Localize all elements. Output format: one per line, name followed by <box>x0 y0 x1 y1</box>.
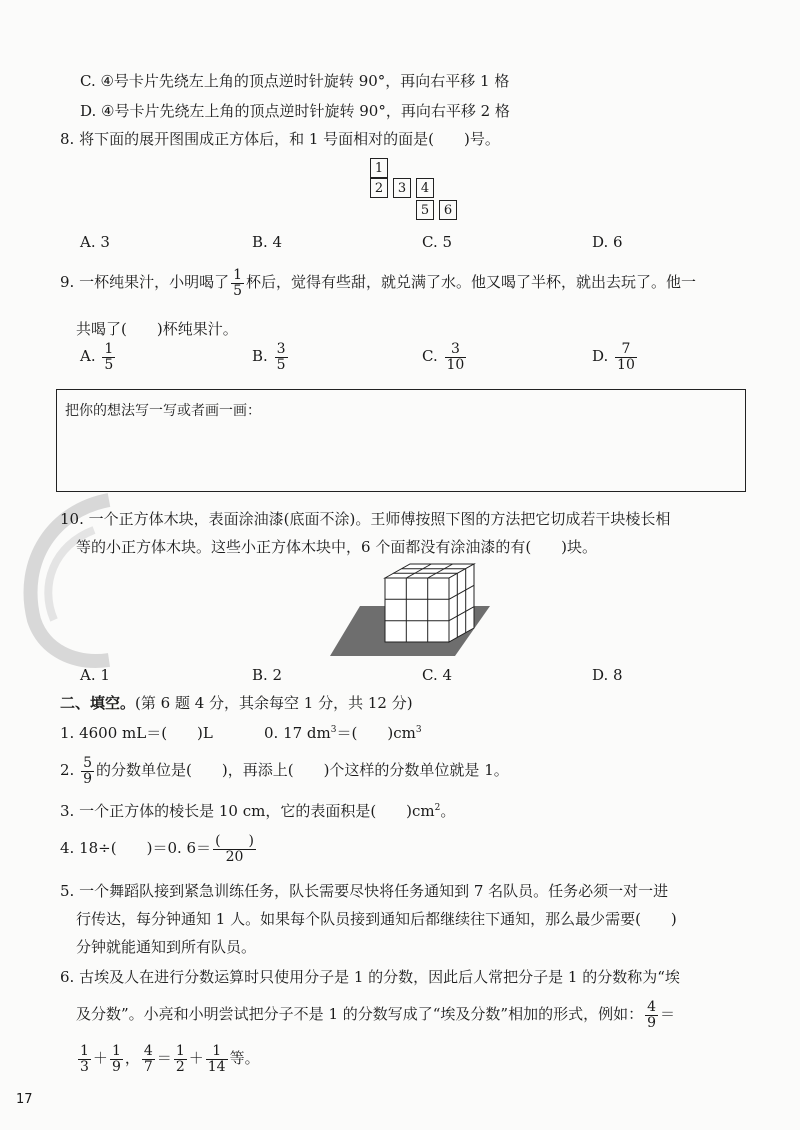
fill-q1-b-text2: ＝( )cm <box>336 724 416 742</box>
frac-den: 14 <box>207 1058 226 1075</box>
frac-den: 10 <box>446 356 465 373</box>
q10-option-b: B. 2 <box>252 666 283 684</box>
fill-q2-text: 的分数单位是( )，再添上( )个这样的分数单位就是 1。 <box>96 761 509 780</box>
fill-q3-end: 。 <box>440 802 456 820</box>
fill-q5-line2: 行传达，每分钟通知 1 人。如果每个队员接到通知后都继续往下通知，那么最少需要( ) <box>76 910 677 928</box>
q9-line2: 共喝了( )杯纯果汁。 <box>76 320 238 338</box>
net-cell: 5 <box>416 200 434 220</box>
frac-num: 1 <box>80 1043 89 1059</box>
option-label: B. <box>252 347 268 366</box>
option-label: A. <box>80 347 96 366</box>
frac-den: 10 <box>617 356 635 373</box>
frac-den: 9 <box>111 1058 121 1075</box>
plus: ＋ <box>188 1049 204 1068</box>
q9-option-a <box>80 342 117 372</box>
fill-q3-text: 3. 一个正方体的棱长是 10 cm，它的表面积是( )cm <box>60 802 435 820</box>
sup: 3 <box>330 725 337 735</box>
frac-num: 1 <box>111 1043 121 1059</box>
eq: ＝ <box>660 1005 676 1024</box>
frac-den: 5 <box>276 356 286 373</box>
fill-q3 <box>60 800 455 821</box>
frac-num: 1 <box>206 1044 228 1060</box>
fill-q6-line3 <box>76 1044 260 1074</box>
q9-text-b: 杯后，觉得有些甜，就兑满了水。他又喝了半杯，就出去玩了。他一 <box>246 273 697 292</box>
sup: 3 <box>415 725 422 735</box>
q10-option-a: A. 1 <box>80 666 110 684</box>
q10-line1: 10. 一个正方体木块，表面涂油漆(底面不涂)。王师傅按照下图的方法把它切成若干块棱长相 <box>60 510 671 528</box>
frac-num: 5 <box>83 755 93 771</box>
frac-den: 5 <box>104 356 114 373</box>
fill-q1-a: 1. 4600 mL＝( )L <box>60 724 213 742</box>
q9-option-b <box>252 342 290 372</box>
section2-note: (第 6 题 4 分，其余每空 1 分，共 12 分) <box>135 694 413 712</box>
fill-q1-b-text: 0. 17 dm <box>264 724 331 742</box>
fill-q5-line1: 5. 一个舞蹈队接到紧急训练任务，队长需要尽快将任务通知到 7 名队员。任务必须一对一进 <box>60 882 669 900</box>
fill-q4 <box>60 834 258 864</box>
fill-q6-end: 等。 <box>229 1049 260 1068</box>
answer-box-prompt: 把你的想法写一写或者画一画： <box>65 403 261 419</box>
frac-den: 3 <box>80 1058 89 1075</box>
frac-num: 4 <box>143 1043 153 1059</box>
eq: ＝ <box>156 1049 172 1068</box>
frac-den: 9 <box>83 770 93 787</box>
sup: 2 <box>434 803 441 813</box>
frac-den: 20 <box>225 848 244 865</box>
net-cell: 6 <box>439 200 457 220</box>
q-num: 2. <box>60 761 75 780</box>
fill-q6-line1: 6. 古埃及人在进行分数运算时只使用分子是 1 的分数，因此后人常把分子是 1 的分数称为“埃 <box>60 968 680 986</box>
cube-net-figure <box>370 158 462 222</box>
net-cell: 2 <box>370 178 388 198</box>
section2-heading <box>60 692 413 713</box>
frac-num: 7 <box>615 342 637 358</box>
q8-option-a: A. 3 <box>80 233 110 251</box>
frac-num: 1 <box>175 1043 185 1059</box>
frac-num: 4 <box>647 999 657 1015</box>
q10-line2: 等的小正方体木块。这些小正方体木块中，6 个面都没有涂油漆的有( )块。 <box>76 538 598 556</box>
fill-q6-line2 <box>76 1000 675 1030</box>
q9-fraction <box>231 268 244 298</box>
q8-option-d: D. 6 <box>592 233 623 251</box>
net-cell: 3 <box>393 178 411 198</box>
q8-option-b: B. 4 <box>252 233 283 251</box>
frac-num: 3 <box>445 342 467 358</box>
q9-option-c <box>422 342 468 372</box>
frac-num: ( ) <box>215 833 254 849</box>
fill-q2 <box>60 756 509 786</box>
q7-option-d: D. ④号卡片先绕左上角的顶点逆时针旋转 90°，再向右平移 2 格 <box>80 102 510 120</box>
q9-text-a: 9. 一杯纯果汁，小明喝了 <box>60 273 230 292</box>
option-label: C. <box>422 347 438 366</box>
q7-option-c: C. ④号卡片先绕左上角的顶点逆时针旋转 90°，再向右平移 1 格 <box>80 72 510 90</box>
option-label: D. <box>592 347 609 366</box>
fill-q6-text: 及分数”。小亮和小明尝试把分子不是 1 的分数写成了“埃及分数”相加的形式，例如： <box>76 1005 644 1024</box>
net-cell: 1 <box>370 158 388 178</box>
q8-text: 8. 将下面的展开图围成正方体后，和 1 号面相对的面是( )号。 <box>60 130 500 148</box>
q8-option-c: C. 5 <box>422 233 453 251</box>
fill-q1-b <box>264 722 422 743</box>
frac-num: 1 <box>104 341 114 357</box>
q9-line1 <box>60 268 696 298</box>
frac-den: 2 <box>175 1058 185 1075</box>
q10-option-c: C. 4 <box>422 666 453 684</box>
frac-den: 5 <box>233 282 243 299</box>
frac-den: 9 <box>647 1014 657 1031</box>
frac-num: 3 <box>276 341 286 357</box>
page-number: 17 <box>16 1092 33 1107</box>
fill-q5-line3: 分钟就能通知到所有队员。 <box>76 938 257 956</box>
section2-title: 二、填空。 <box>60 694 136 712</box>
comma: ， <box>124 1049 140 1068</box>
plus: ＋ <box>92 1049 108 1068</box>
net-cell: 4 <box>416 178 434 198</box>
frac-den: 7 <box>143 1058 153 1075</box>
q10-option-d: D. 8 <box>592 666 623 684</box>
frac-num: 1 <box>233 267 243 283</box>
fill-q4-text: 4. 18÷( )＝0. 6＝ <box>60 839 212 858</box>
q9-option-d <box>592 342 639 372</box>
cube-figure <box>330 558 500 660</box>
answer-box[interactable] <box>56 389 746 492</box>
